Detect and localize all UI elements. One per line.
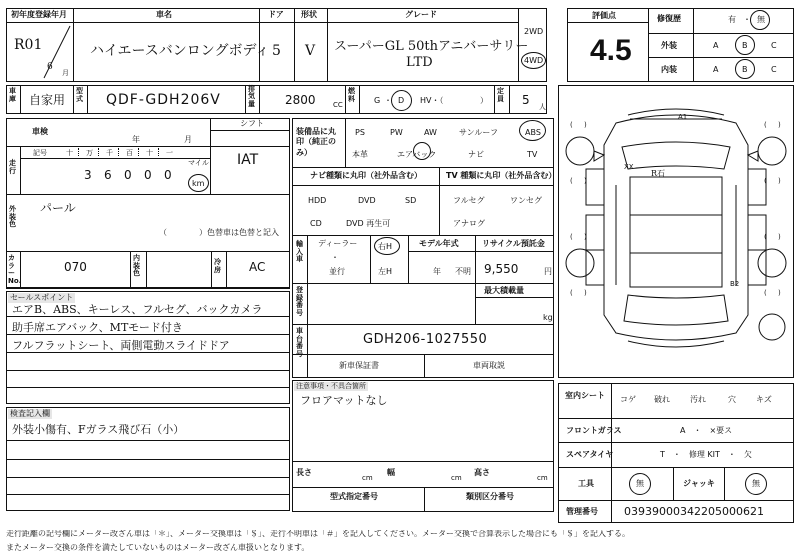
mile-label: マイル (188, 159, 209, 167)
first-reg-year: R01 (14, 37, 43, 53)
equip-abs-circle (519, 120, 546, 141)
svg-text:): ) (584, 177, 587, 185)
km-circle (188, 174, 209, 192)
jack-value: 無 (752, 479, 760, 488)
fuel-d: D (398, 96, 405, 105)
odometer-digit: 6 (104, 168, 112, 182)
sales-line-3: フルフラットシート、両側電動スライドドア (12, 339, 230, 352)
svg-text:(: ( (764, 177, 767, 185)
navi-dvd: DVD (358, 196, 376, 205)
import-right-circle (374, 237, 400, 255)
repair-label: 修復歴 (657, 14, 681, 23)
svg-text:(: ( (764, 233, 767, 241)
equip-airbag-circle (413, 142, 431, 160)
ac: AC (249, 260, 266, 274)
spare-value: T ・ 修理 KIT ・ 欠 (660, 450, 752, 459)
shaken-month-unit: 月 (184, 135, 192, 144)
fuel-close: ） (480, 96, 488, 105)
seat-burn: コゲ (620, 395, 636, 404)
equip-aw: AW (424, 128, 437, 137)
car-manual: 車両取説 (473, 361, 505, 370)
type-no-label: 型式指定番号 (330, 492, 378, 501)
reg-label: 登録番号 (296, 286, 303, 318)
odometer-digit: 3 (84, 168, 92, 182)
glass-label: フロントガラス (566, 426, 622, 435)
model-year-unknown: 不明 (455, 267, 471, 276)
exterior-label: 外装 (661, 41, 677, 50)
chassis-label: 車台番号 (296, 327, 303, 359)
fuel-label: 燃料 (348, 87, 355, 103)
equip-pw: PW (390, 128, 403, 137)
seat-scratch: キズ (756, 395, 772, 404)
color-change-note: （ ）色替車は色替と記入 (159, 228, 279, 237)
inspector-label: 検査記入欄 (10, 409, 50, 418)
tv-fullseg: フルセグ (453, 196, 485, 205)
tools-label: 工具 (578, 479, 594, 488)
mark-a1: A1 (678, 113, 688, 121)
drive-4wd: 4WD (524, 56, 544, 65)
mileage-label: 走行 (9, 159, 16, 175)
first-reg-label: 初年度登録年月 (11, 10, 67, 19)
color-value: パール (40, 201, 76, 215)
fuel-d-circle (391, 90, 412, 111)
import-parallel: 並行 (329, 267, 345, 276)
seat-label: 室内シート (565, 391, 605, 400)
import-right: 右H (378, 242, 393, 251)
interior-c: C (771, 65, 777, 74)
model-year-label: モデル年式 (419, 239, 459, 248)
model-year-unit: 年 (433, 267, 441, 276)
digit-header: 十 (66, 149, 73, 157)
recycle-label: リサイクル預託金 (482, 239, 545, 248)
capacity-label: 定員 (497, 87, 504, 103)
equip-sunroof: サンルーフ (459, 128, 498, 137)
footer-line-1: 走行距離の記号欄にメーター改ざん車は「＊」、メーター交換車は「＄」、走行不明車は「＃」を記入してください。メーター交換で合算表示した場合にも「＄」を記入する。 (6, 530, 630, 538)
svg-text:): ) (778, 289, 781, 297)
mgmt-value: 03939000342205000621 (624, 505, 764, 518)
interior-color-label: 内装色 (133, 254, 140, 278)
symbol-label: 記号 (33, 149, 47, 157)
drive-2wd: 2WD (524, 27, 544, 36)
max-load-label: 最大積載量 (484, 286, 524, 295)
svg-text:(: ( (570, 233, 573, 241)
score: 4.5 (590, 34, 632, 67)
svg-text:(: ( (764, 121, 767, 129)
class-no-label: 類別区分番号 (466, 492, 514, 501)
navi-label: ナビ種類に丸印（社外品含む） (310, 171, 422, 180)
repair-yes: 有 (728, 15, 736, 24)
svg-text:(: ( (764, 289, 767, 297)
first-reg-month-unit: 月 (62, 69, 69, 77)
door-label: ドア (268, 10, 284, 19)
max-load-kg: kg (543, 313, 553, 322)
displacement-label: 排気量 (248, 85, 255, 108)
digit-header: 百 (126, 149, 133, 157)
import-left: 左H (378, 267, 393, 276)
interior-b-circle (735, 59, 755, 79)
grade-label: グレード (405, 10, 437, 19)
color-no: 070 (64, 260, 87, 274)
digit-header: 千 (106, 149, 113, 157)
svg-text:): ) (584, 121, 587, 129)
interior-b: B (742, 65, 748, 74)
digit-header: 一 (166, 149, 173, 157)
height-cm: cm (537, 474, 548, 482)
digit-header: 十 (146, 149, 153, 157)
grade-line2: LTD (406, 55, 433, 70)
equipment-label: 装備品に丸印（純正のみ） (296, 127, 336, 157)
doors: 5 (272, 43, 281, 59)
exterior-c: C (771, 41, 777, 50)
fuel-hv: HV・（ (420, 96, 444, 105)
km-label: km (192, 179, 205, 188)
jack-label: ジャッキ (683, 479, 715, 488)
odometer-digit: 0 (124, 168, 132, 182)
exterior-b: B (742, 41, 748, 50)
mark-b2: B2 (730, 280, 740, 288)
first-reg-month: 6 (47, 62, 53, 72)
svg-text:): ) (778, 233, 781, 241)
shift-label: シフト (240, 119, 264, 128)
displacement: 2800 (285, 93, 316, 107)
capacity: 5 (522, 93, 530, 107)
tools-value: 無 (636, 479, 644, 488)
width-label: 幅 (387, 468, 395, 477)
sales-line-1: エアB、ABS、キーレス、フルセグ、バックカメラ (12, 303, 263, 316)
color-no-label: カラーNo. (8, 254, 22, 286)
exterior-a: A (713, 41, 719, 50)
sales-line-2: 助手席エアバック、MTモード付き (12, 321, 183, 334)
shift: IAT (237, 152, 259, 168)
shaken-year-unit: 年 (132, 135, 140, 144)
spare-label: スペアタイヤ (566, 450, 614, 459)
equip-ps: PS (355, 128, 365, 137)
exterior-b-circle (735, 35, 755, 55)
navi-hdd: HDD (308, 196, 327, 205)
usage-label: 車庫 (9, 87, 16, 103)
tv-oneseg: ワンセグ (510, 196, 542, 205)
repair-none-circle (750, 10, 770, 30)
mark-xx: XX (624, 163, 634, 171)
ac-label: 冷房 (214, 258, 221, 274)
chassis: GDH206-1027550 (363, 332, 488, 347)
shape-label: 形状 (301, 10, 317, 19)
tools-circle (629, 473, 651, 495)
length-label: 長さ (296, 468, 312, 477)
mgmt-label: 管理番号 (566, 507, 598, 516)
usage: 自家用 (29, 93, 66, 107)
footer-line-2: またメーター交換の条件を満たしていないものはメーター改ざん車扱いとなります。 (6, 543, 310, 552)
import-label: 輸入車 (296, 240, 303, 264)
svg-text:(: ( (570, 289, 573, 297)
seat-dirt: 汚れ (690, 395, 706, 404)
jack-circle (745, 473, 767, 495)
equip-airbag: エアバック (397, 150, 437, 159)
model-label: 型式 (76, 87, 83, 103)
height-label: 高さ (474, 468, 490, 477)
inspector-value: 外装小傷有、Fガラス飛び石（小） (12, 423, 185, 436)
svg-text:): ) (778, 121, 781, 129)
cc-unit: CC (333, 101, 343, 109)
svg-text:(: ( (570, 177, 573, 185)
shaken-label: 車検 (32, 127, 48, 136)
svg-text:): ) (584, 289, 587, 297)
equip-tv: TV (527, 150, 538, 159)
car-name: ハイエースバンロングボディ (90, 43, 270, 59)
seat-hole: 穴 (728, 395, 736, 404)
car-name-label: 車名 (156, 10, 172, 19)
navi-cd: CD (310, 219, 322, 228)
equip-navi: ナビ (468, 150, 484, 159)
navi-sd: SD (405, 196, 417, 205)
svg-text:): ) (584, 233, 587, 241)
odometer-digit: 0 (164, 168, 172, 182)
width-cm: cm (451, 474, 462, 482)
tv-label: TV 種類に丸印（社外品含む） (446, 171, 557, 180)
equip-leather: 本革 (352, 150, 368, 159)
capacity-unit: 人 (539, 103, 546, 111)
new-car-warranty: 新車保証書 (339, 361, 379, 370)
notes-label: 注意事項・不具合箇所 (296, 382, 366, 390)
seat-tear: 破れ (654, 395, 670, 404)
car-diagram (558, 85, 794, 378)
equip-abs: ABS (525, 128, 541, 137)
import-dealer: ディーラー (318, 239, 358, 248)
notes-value: フロアマットなし (300, 394, 388, 407)
color-label: 外装色 (9, 205, 16, 229)
interior-label: 内装 (661, 65, 677, 74)
mark-r-stone: R石 (651, 169, 666, 178)
grade-line1: スーパーGL 50thアニバーサリー (334, 39, 529, 54)
import-dot: ・ (331, 253, 339, 262)
digit-header: 万 (86, 149, 93, 157)
model: QDF-GDH206V (106, 92, 221, 108)
navi-dvd-play: DVD 再生可 (346, 219, 391, 228)
tv-analog: アナログ (453, 219, 485, 228)
glass-value: A ・ ×要ス (680, 426, 733, 435)
svg-text:(: ( (570, 121, 573, 129)
fuel-g: G (374, 96, 381, 105)
drive-4wd-circle (521, 52, 546, 69)
recycle-yen: 円 (544, 267, 552, 276)
length-cm: cm (362, 474, 373, 482)
sales-label: セールスポイント (10, 293, 74, 302)
repair-none: 無 (757, 15, 765, 24)
odometer-digit: 0 (144, 168, 152, 182)
score-label: 評価点 (592, 11, 616, 20)
shape: V (305, 43, 316, 59)
recycle: 9,550 (484, 262, 519, 276)
svg-text:): ) (778, 177, 781, 185)
interior-a: A (713, 65, 719, 74)
